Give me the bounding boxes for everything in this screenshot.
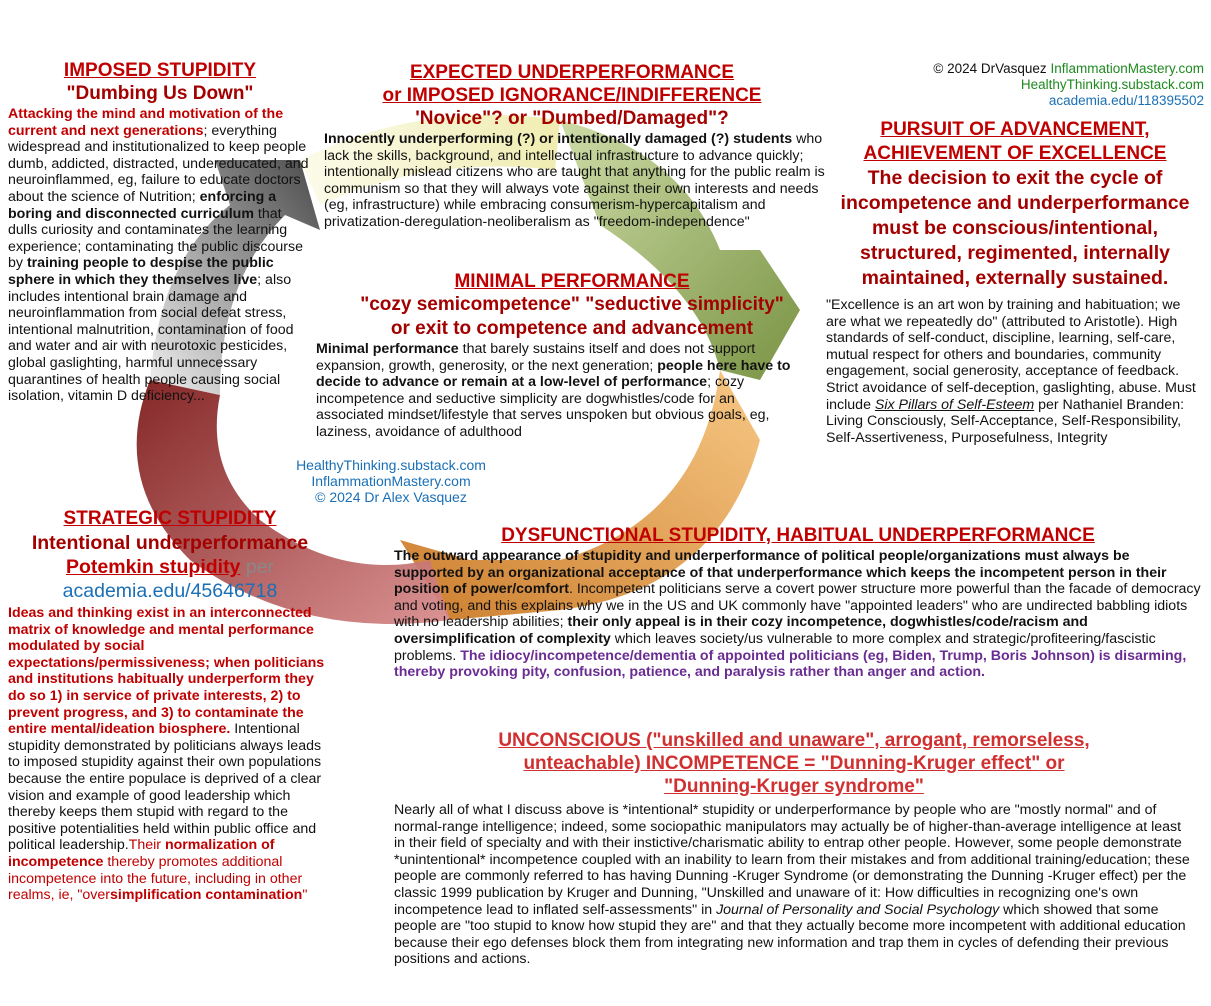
center-link-healthythinking[interactable]: HealthyThinking.substack.com [296,457,486,473]
strategic-academia-link[interactable]: academia.edu/45646718 [62,580,278,602]
unconscious-title-3: "Dunning-Kruger syndrome" [664,776,924,797]
expected-title-1: EXPECTED UNDERPERFORMANCE [409,62,735,83]
copyright-text: © 2024 DrVasquez [933,61,1047,76]
unconscious-title-2: unteachable) INCOMPETENCE = "Dunning-Kruger effect" or [523,753,1065,774]
dysfunctional-body: The outward appearance of stupidity and underperformance of political people/organizations must always be supported by an organizational acceptance of that underperformance which keeps the incompetent person in their position of power/comfort. Incompetent politicians serve a covert power structure more powerful than the facade of democracy and voting, and this explains why we in the US and UK commonly have "appointed leaders" who are undirected babbling idiots with no leadership abilities; their only appeal is in their cozy incompetence, dogwhistles/code/racism and oversimplification of complexity which leaves society/us vulnerable to more complex and strategic/profiteering/fascistic problems. The idiocy/incompetence/dementia of appointed politicians (eg, Biden, Trump, Boris Johnson) is disarming, thereby provoking pity, confusion, patience, and paralysis rather than anger and action. [394,548,1201,681]
strategic-title: STRATEGIC STUPIDITY [63,508,277,529]
expected-body: Innocently underperforming (?) or intentionally damaged (?) students who lack the skills, background, and intellectual infrastructure to advance quickly; intentionally mislead citizens who are taught that anything for the public realm is communism so that they will always vote against their own interests and needs (eg, infrastructure) while embracing consumerism-hypercapitalism and privatization-deregulation-neoliberalism as "freedom-independence" [324,131,825,230]
minimal-body: Minimal performance that barely sustains itself and does not support expansion, growth, generosity, or the next generation; people here have to decide to advance or remain at a low-level of performance; cozy incompetence and seductive simplicity are dogwhistles/code for an associated mindset/lifestyle that serves unspoken but obvious goals, eg, laziness, avoidance of adulthood [316,341,791,440]
imposed-body: Attacking the mind and motivation of the current and next generations; everything widespread and institutionalized to keep people dumb, addicted, distracted, undereducated, and neuroinflammed, eg, failure to educate doctors about the science of Nutrition; enforcing a boring and disconnected curriculum that dulls curiosity and contaminates the learning experience; contaminating the public discourse by training people to despise the public sphere in which they themselves live; also includes intentional brain damage and neuroinflammation from social defeat stress, intentional malnutrition, contamination of food and water and air with neurotoxic pesticides, global gaslighting, harmful unnecessary quarantines of health people causing social isolation, vitamin D deficiency... [8,106,309,405]
minimal-subtitle-2: or exit to competence and advancement [390,318,754,339]
dysfunctional-title: DYSFUNCTIONAL STUPIDITY, HABITUAL UNDERPERFORMANCE [501,525,1095,546]
strategic-body: Ideas and thinking exist in an interconnected matrix of knowledge and mental performance modulated by social expectations/permissiveness; when politicians and institutions habitually underperform they do so 1) in service of private interests, 2) to prevent progress, and 3) to contaminate the entire mental/ideation biosphere. Intentional stupidity demonstrated by politicians always leads to imposed stupidity against their own populations because the entire populace is deprived of a clear vision and example of good leadership which thereby keeps them stupid with regard to the positive potentialities held within public office and political leadership.Their normalization of incompetence thereby promotes additional incompetence into the future, including in other realms, ie, "oversimplification contamination" [8,605,325,904]
unconscious-title-1: UNCONSCIOUS ("unskilled and unaware", arrogant, remorseless, [498,730,1090,751]
minimal-subtitle-1: "cozy semicompetence" "seductive simplicity" [360,294,784,315]
imposed-title: IMPOSED STUPIDITY [63,60,257,81]
center-credits [286,457,496,505]
site-link-academia[interactable]: academia.edu/118395502 [1048,93,1204,108]
pursuit-title-2: ACHIEVEMENT OF EXCELLENCE [863,143,1167,164]
expected-subtitle: 'Novice"? or "Dumbed/Damaged"? [415,108,729,129]
site-link-healthythinking[interactable]: HealthyThinking.substack.com [1020,77,1204,92]
credits-block [933,61,1204,109]
site-link-inflammation[interactable]: InflammationMastery.com [1050,61,1204,76]
unconscious-incompetence-section [394,729,1194,968]
strategic-stupidity-section [8,507,332,904]
pursuit-title-1: PURSUIT OF ADVANCEMENT, [880,119,1150,140]
strategic-subtitle: Intentional underperformance [31,532,309,554]
imposed-subtitle: "Dumbing Us Down" [66,83,254,104]
pursuit-section [826,118,1204,446]
minimal-title: MINIMAL PERFORMANCE [454,271,690,292]
center-copyright: © 2024 Dr Alex Vasquez [315,489,467,505]
expected-title-2: or IMPOSED IGNORANCE/INDIFFERENCE [382,85,762,106]
pursuit-body: "Excellence is an art won by training and habituation; we are what we repeatedly do" (attributed to Aristotle). High standards of self-conduct, discipline, learning, self-care, mutual respect for others and boundaries, community engagement, social generosity, acceptance of feedback. Strict avoidance of self-deception, gaslighting, abuse. Must include Six Pillars of Self-Esteem per Nathaniel Branden: Living Consciously, Self-Acceptance, Self-Responsibility, Self-Assertiveness, Purposefulness, Integrity [826,297,1196,446]
expected-underperformance-section [316,61,828,231]
center-link-inflammation[interactable]: InflammationMastery.com [311,473,471,489]
potemkin-line: Potemkin stupidity per [65,556,275,578]
unconscious-body: Nearly all of what I discuss above is *intentional* stupidity or underperformance by people who are "mostly normal" and of normal-range intelligence; indeed, some sociopathic manipulators may actually be of higher-than-average intelligence at least in their field of specialty and with their instictive/charismatic ability to entrap other people. However, some people demonstrate *unintentional* incompetence coupled with an inability to learn from their mistakes and from additional training/education; these people are commonly referred to has having Dunning -Kruger Syndrome (or demonstrating the Dunning -Kruger effect) per the classic 1999 publication by Kruger and Dunning, "Unskilled and unaware of it: How difficulties in recognizing one's own incompetence lead to inflated self-assessments" in Journal of Personality and Social Psychology which showed that some people are "too stupid to know how stupid they are" and that they actually become more incompetent with additional education because their ego defenses block them from integrating new information and trap them in cycles of defending their previous positions and actions. [394,802,1190,968]
imposed-stupidity-section [8,60,312,405]
minimal-performance-section [312,270,832,441]
pursuit-subtitle: The decision to exit the cycle of incompetence and underperformance must be conscious/intentional, structured, regimented, internally maintained, externally sustained. [840,167,1190,289]
dysfunctional-section [394,524,1202,681]
